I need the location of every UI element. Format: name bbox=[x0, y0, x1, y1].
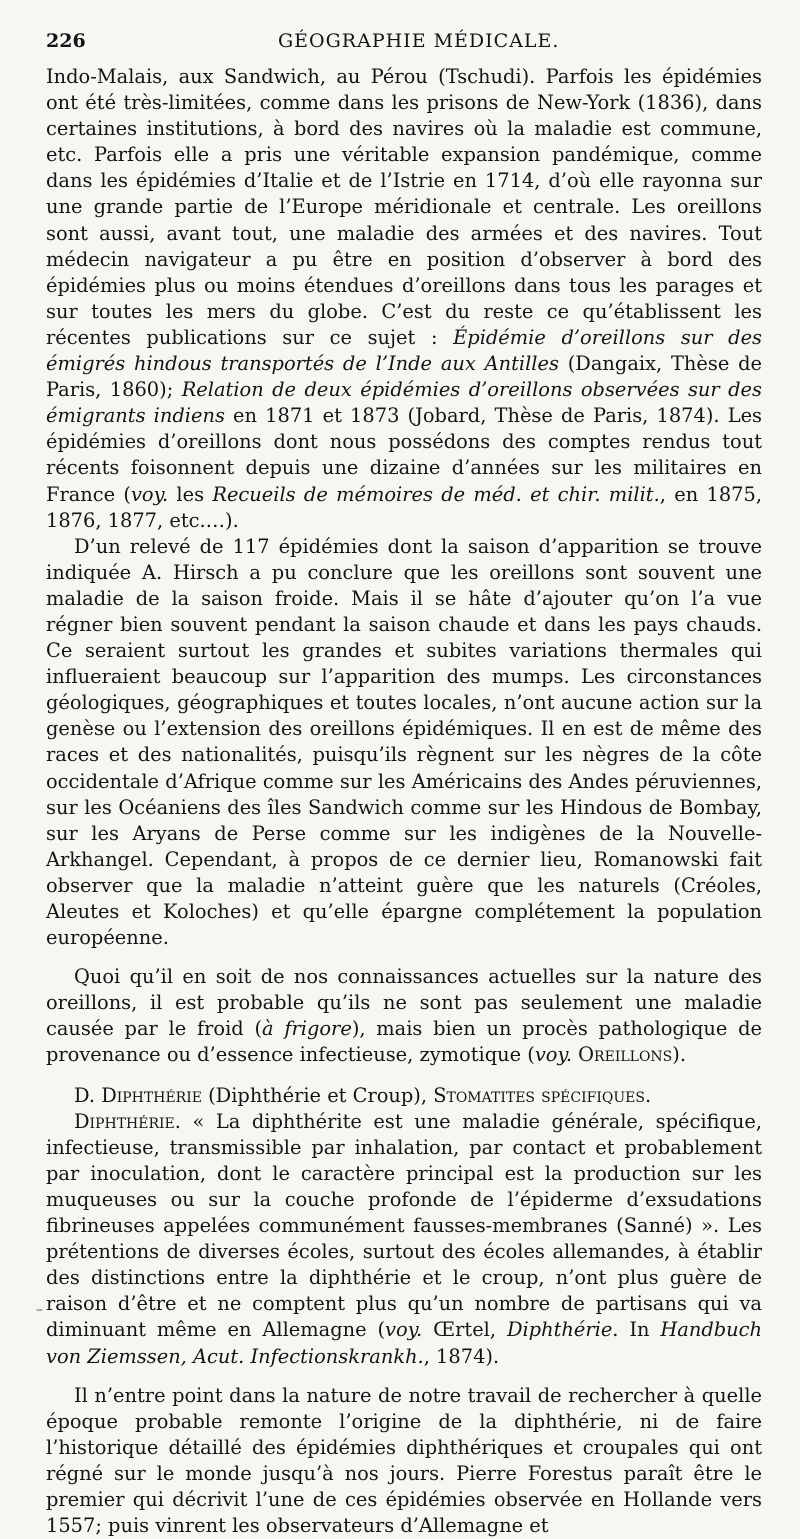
page-number: 226 bbox=[46, 30, 86, 52]
small-caps-text: Oreillons bbox=[578, 1043, 673, 1067]
paragraph bbox=[46, 64, 762, 534]
text-run: , en 1875, 1876, 1877, etc. bbox=[46, 482, 762, 532]
text-run: en 1871 et 1873 (Jobard, Thèse de Paris, 1874). Les épidémies d’oreillons dont nous possédons des comptes rendus tout récents foisonnent depuis une dizaine d’années sur les militaires en France ( bbox=[46, 404, 763, 506]
text-run: ). bbox=[672, 1043, 686, 1067]
text-run: Quoi qu’il en soit de nos connaissances actuelles sur la nature des oreillons, il est probable qu’ils ne sont pas seulement une maladie causée par le froid ( bbox=[46, 965, 762, 1041]
paragraph bbox=[46, 534, 762, 952]
text-run: Indo-Malais, aux Sandwich, au Pérou (Tschudi). Parfois les épidémies ont été très-limitées, comme dans les prisons de New-York (1836), dans certaines institutions, à bord des navires où la maladie est commune, etc. Parfois elle a pris une véritable expansion pandémique, comme dans les épidémies d’Italie et de l’Istrie en 1714, d’où elle rayonna sur une grande partie de l’Europe méridionale et centrale. Les oreillons sont aussi, avant tout, une maladie des armées et des navires. Tout médecin navigateur a pu être en position d’observer à bord des épidémies plus ou moins étendues d’oreillons dans tous les parages et sur toutes les mers du globe. C’est du reste ce qu’établissent les récentes publications sur ce sujet : bbox=[46, 65, 762, 349]
italic-text: Recueils de mémoires de méd. et chir. milit. bbox=[212, 482, 660, 506]
small-caps-text: Diphthérie bbox=[101, 1083, 202, 1107]
text-run: … bbox=[205, 508, 226, 532]
italic-text: Handbuch von Ziemssen, Acut. Infectionskrankh. bbox=[46, 1318, 763, 1368]
italic-text: Relation de deux épidémies d’oreillons observées sur des émigrants indiens bbox=[46, 378, 762, 428]
running-head: GÉOGRAPHIE MÉDICALE. bbox=[278, 30, 560, 52]
paragraph bbox=[46, 1383, 762, 1539]
text-run: ), mais bien un procès pathologique de provenance ou d’essence infectieuse, zymotique ( bbox=[46, 1017, 762, 1067]
italic-text: voy. bbox=[534, 1043, 572, 1067]
text-run: , 1874). bbox=[423, 1344, 500, 1368]
italic-text: voy. bbox=[385, 1318, 423, 1342]
paragraph bbox=[46, 1109, 762, 1370]
body-text bbox=[46, 64, 762, 1539]
italic-text: voy. bbox=[130, 482, 169, 506]
small-caps-text: Stomatites spécifiques bbox=[433, 1083, 645, 1107]
text-run: Œrtel, bbox=[422, 1318, 507, 1342]
text-run: les bbox=[168, 482, 213, 506]
paragraph bbox=[46, 964, 762, 1068]
text-run: (Diphthérie et Croup), bbox=[201, 1083, 434, 1107]
footer-mark: – bbox=[36, 1302, 43, 1318]
text-run: ). bbox=[225, 508, 239, 532]
text-run: (Dangaix, Thèse de Paris, 1860); bbox=[46, 352, 762, 402]
page-header bbox=[46, 30, 762, 64]
text-run: . bbox=[644, 1083, 652, 1107]
italic-text: Épidémie d’oreillons sur des émigrés hindous transportés de l’Inde aux Antilles bbox=[46, 325, 762, 376]
text-run: Il n’entre point dans la nature de notre travail de rechercher à quelle époque probable remonte l’origine de la diphthérie, ni de faire l’historique détaillé des épidémies diphthériques et croupales qui ont régné sur le monde jusqu’à nos jours. Pierre Forestus paraît être le premier qui décrivit l’une de ces épidémies observée en Hollande vers 1557; puis vinrent les observateurs d’Allemagne et bbox=[46, 1383, 762, 1538]
italic-text: à frigore bbox=[262, 1017, 352, 1041]
text-run: D’un relevé de 117 épidémies dont la saison d’apparition se trouve indiquée A. Hirsch a pu conclure que les oreillons sont souvent une maladie de la saison froide. Mais il se hâte d’ajouter qu’on l’a vue régner bien souvent pendant la saison chaude et dans les pays chauds. Ce seraient surtout les grandes et subites variations thermales qui influeraient beaucoup sur l’apparition des mumps. Les circonstances géologiques, géographiques et toutes locales, n’ont aucune action sur la genèse ou l’extension des oreillons épidémiques. Il en est de même des races et des nationalités, puisqu’ils règnent sur les nègres de la côte occidentale d’Afrique comme sur les Américains des Andes péruviennes, sur les Océaniens des îles Sandwich comme sur les Hindous de Bombay, sur les Aryans de Perse comme sur les indigènes de la Nouvelle-Arkhangel. Cependant, à propos de ce dernier lieu, Romanowski fait observer que la maladie n’atteint guère que les naturels (Créoles, Aleutes et Koloches) et qu’elle épargne complétement la population européenne. bbox=[46, 534, 762, 950]
text-run: . « La diphthérite est une maladie générale, spécifique, infectieuse, transmissible par inhalation, par contact et probablement par inoculation, dont le caractère principal est la production sur les muqueuses ou sur la couche profonde de l’épiderme d’exsudations fibrineuses appelées communément fausses-membranes (Sanné) ». Les prétentions de diverses écoles, surtout des écoles allemandes, à établir des distinctions entre la diphthérie et le croup, n’ont plus guère de raison d’être et ne comptent plus qu’un nombre de partisans qui va diminuant même en Allemagne ( bbox=[46, 1109, 762, 1342]
paragraph bbox=[46, 1083, 762, 1109]
text-run: D. bbox=[74, 1083, 102, 1107]
italic-text: Diphthérie bbox=[506, 1318, 613, 1342]
small-caps-text: Diphthérie bbox=[74, 1109, 175, 1133]
text-run: . In bbox=[612, 1318, 661, 1342]
